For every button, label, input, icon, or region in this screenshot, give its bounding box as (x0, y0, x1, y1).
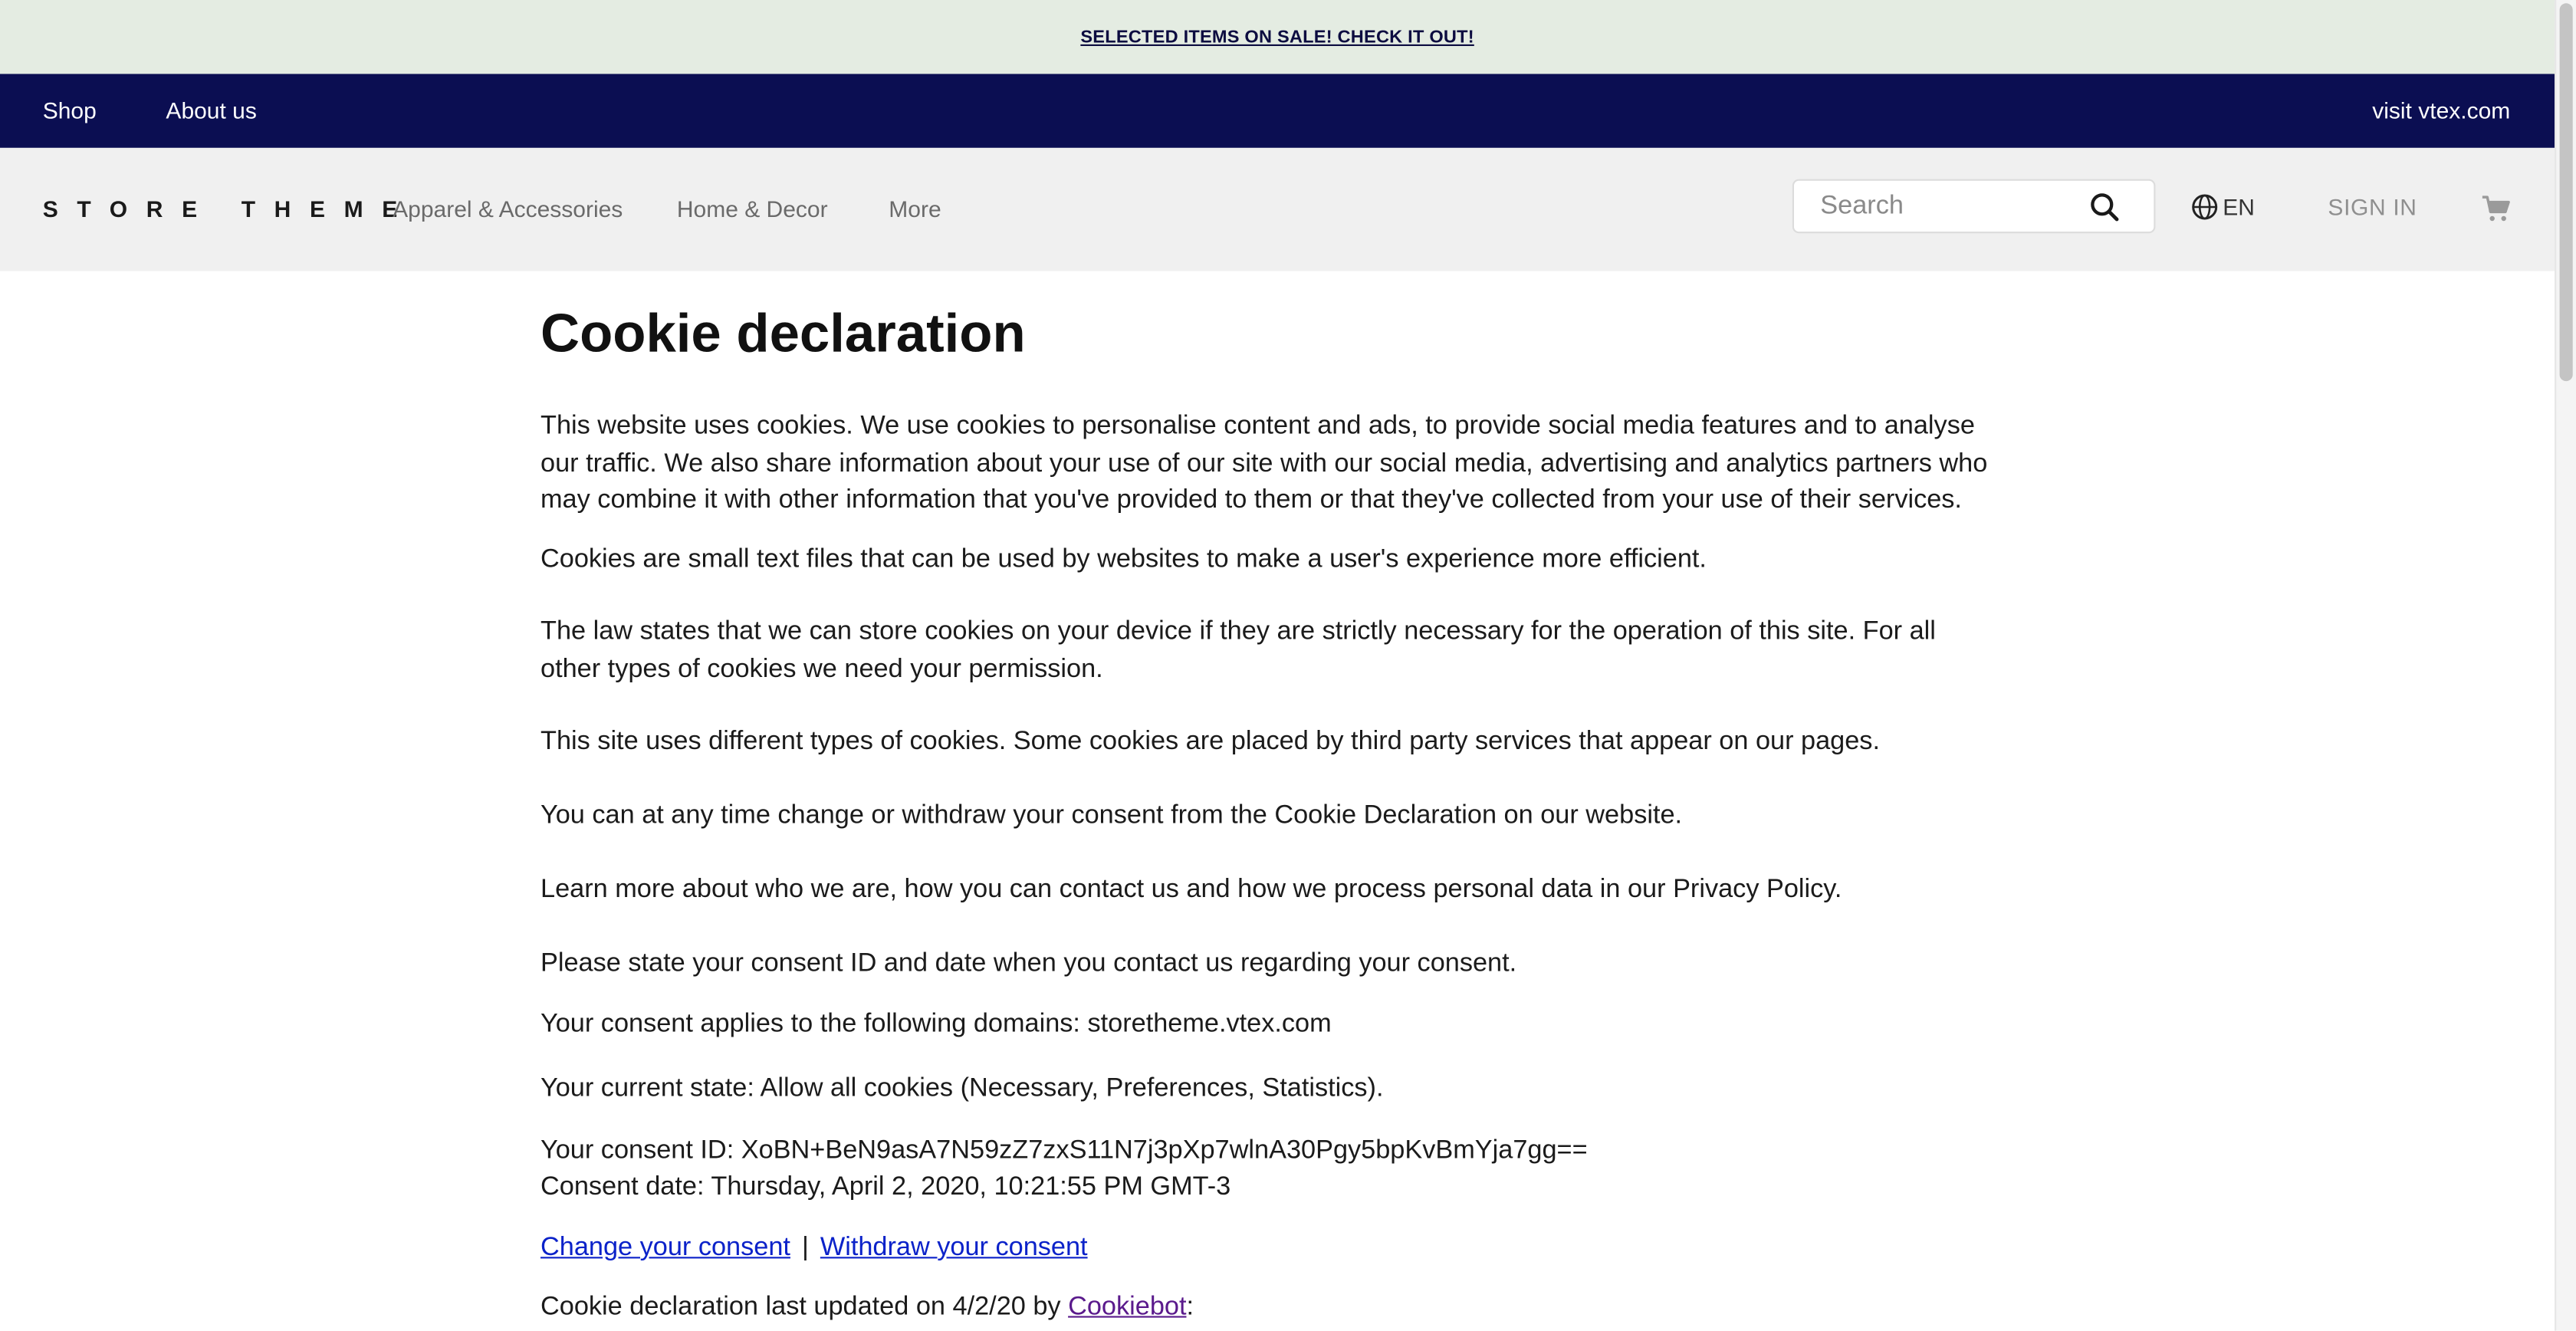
main-header (0, 148, 2555, 271)
store-logo[interactable]: STORE THEME (42, 195, 416, 222)
search-icon[interactable] (2090, 192, 2120, 222)
shop-link[interactable]: Shop (42, 97, 97, 123)
menu-home-decor[interactable]: Home & Decor (676, 195, 828, 222)
withdraw-consent-link[interactable]: Withdraw your consent (820, 1234, 1088, 1262)
consent-id: Your consent ID: XoBN+BeN9asA7N59zZ7zxS11N7j3pXp7wlnA30Pgy5bpKvBmYja7gg== (540, 1136, 1588, 1165)
promo-link[interactable]: SELECTED ITEMS ON SALE! CHECK IT OUT! (1080, 27, 1474, 48)
paragraph-domains: Your consent applies to the following domains: storetheme.vtex.com (540, 1010, 1332, 1039)
paragraph-intro: This website uses cookies. We use cookies to personalise content and ads, to provide social media features and to analyse our traffic. We also share information about your use of our site with our social media, advertising and analytics partners who may combine it with other information that you've provided to them or that they've collected from your use of their services. (540, 412, 1988, 514)
cookiebot-link[interactable]: Cookiebot (1068, 1293, 1187, 1321)
last-updated-text: Cookie declaration last updated on 4/2/20 by (540, 1293, 1069, 1321)
menu-more[interactable]: More (889, 195, 941, 222)
search-input[interactable] (1794, 181, 2100, 232)
paragraph-current-state: Your current state: Allow all cookies (Necessary, Preferences, Statistics). (540, 1074, 1384, 1103)
visit-vtex-link[interactable]: visit vtex.com (2372, 97, 2511, 123)
sign-in-button[interactable]: SIGN IN (2328, 193, 2417, 221)
language-selector[interactable] (2192, 194, 2255, 220)
language-label: EN (2223, 193, 2255, 221)
page-title: Cookie declaration (540, 302, 1026, 363)
about-us-link[interactable]: About us (166, 97, 257, 123)
consent-date: Consent date: Thursday, April 2, 2020, 10:21:55 PM GMT-3 (540, 1173, 1231, 1201)
top-navbar (0, 74, 2555, 147)
last-updated (540, 1293, 1194, 1323)
consent-links (540, 1234, 1088, 1264)
menu-apparel-accessories[interactable]: Apparel & Accessories (393, 195, 623, 222)
globe-icon (2192, 194, 2218, 220)
last-updated-suffix: : (1186, 1293, 1194, 1321)
search-box (1792, 179, 2156, 234)
scrollbar-thumb[interactable] (2560, 3, 2573, 381)
paragraph-state-id: Please state your consent ID and date when you contact us regarding your consent. (540, 949, 1517, 978)
paragraph-cookies-definition: Cookies are small text files that can be used by websites to make a user's experience more efficient. (540, 545, 1707, 573)
page-scrollbar[interactable] (2555, 0, 2576, 1331)
change-consent-link[interactable]: Change your consent (540, 1234, 790, 1262)
link-separator: | (801, 1234, 809, 1262)
cart-icon[interactable] (2481, 194, 2511, 224)
paragraph-types: This site uses different types of cookies. Some cookies are placed by third party services that appear on our pages. (540, 728, 1880, 756)
promo-bar (0, 0, 2555, 74)
paragraph-change: You can at any time change or withdraw your consent from the Cookie Declaration on our website. (540, 801, 1683, 830)
paragraph-law: The law states that we can store cookies on your device if they are strictly necessary for the operation of this site. For all other types of cookies we need your permission. (540, 617, 1936, 683)
paragraph-learn-more: Learn more about who we are, how you can contact us and how we process personal data in our Privacy Policy. (540, 876, 1842, 904)
